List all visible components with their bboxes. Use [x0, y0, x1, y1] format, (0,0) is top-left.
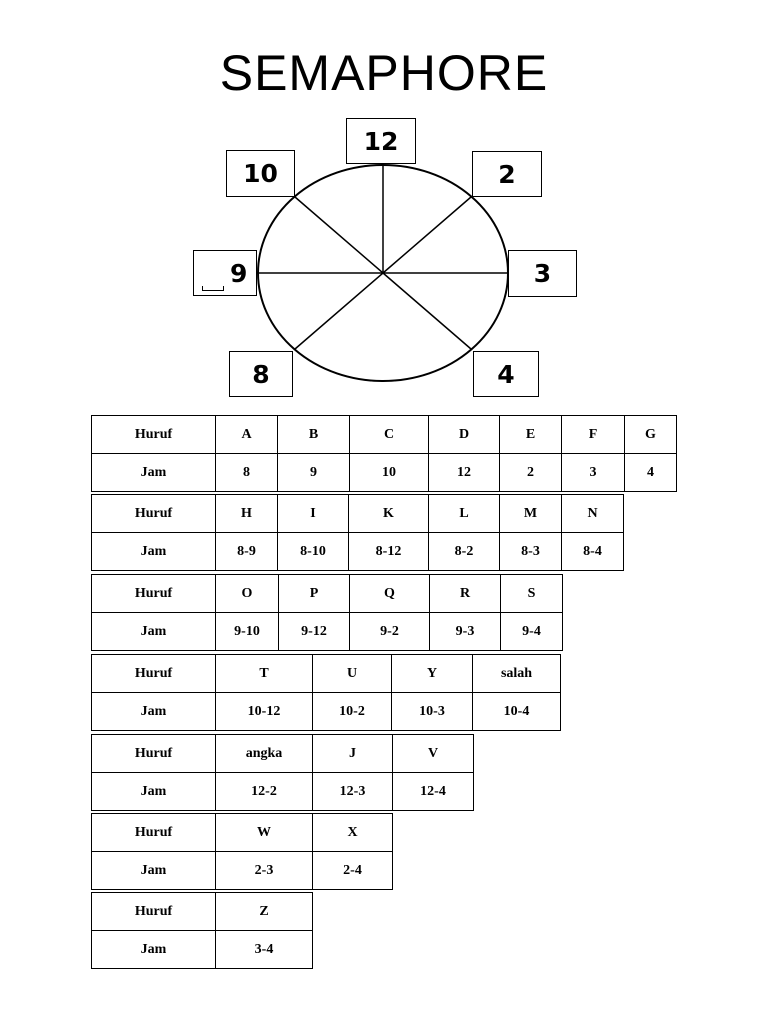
- clock-label-10: 10: [226, 150, 295, 197]
- time-cell: 8-12: [349, 533, 429, 571]
- letter-cell: G: [625, 416, 677, 454]
- jam-header: Jam: [92, 693, 216, 731]
- clock-circle-svg: [0, 0, 768, 410]
- jam-row: [92, 693, 561, 731]
- time-cell: 8-4: [562, 533, 624, 571]
- time-cell: 9-12: [279, 613, 350, 651]
- jam-row: [92, 454, 677, 492]
- letter-cell: S: [501, 575, 563, 613]
- huruf-row: [92, 735, 474, 773]
- letter-cell: W: [216, 814, 313, 852]
- time-cell: 10-2: [313, 693, 392, 731]
- clock-label-2: 2: [472, 151, 542, 197]
- page-title: SEMAPHORE: [219, 45, 549, 101]
- letter-cell: J: [313, 735, 393, 773]
- letter-cell: R: [430, 575, 501, 613]
- jam-header: Jam: [92, 613, 216, 651]
- jam-row: [92, 533, 624, 571]
- small-blank-bracket: [202, 286, 224, 291]
- clock-label-12: 12: [346, 118, 416, 164]
- letter-cell: Q: [350, 575, 430, 613]
- letter-cell: V: [393, 735, 474, 773]
- letter-cell: F: [562, 416, 625, 454]
- hand-8: [295, 273, 383, 349]
- time-cell: 9-4: [501, 613, 563, 651]
- letter-cell: L: [429, 495, 500, 533]
- jam-row: [92, 852, 393, 890]
- time-cell: 2: [500, 454, 562, 492]
- clock-label-8: 8: [229, 351, 293, 397]
- time-cell: 9-10: [216, 613, 279, 651]
- time-cell: 2-3: [216, 852, 313, 890]
- time-cell: 9-2: [350, 613, 430, 651]
- time-cell: 8: [216, 454, 278, 492]
- time-cell: 10-12: [216, 693, 313, 731]
- time-cell: 10-4: [473, 693, 561, 731]
- code-table: [91, 734, 474, 811]
- letter-cell: U: [313, 655, 392, 693]
- letter-cell: salah: [473, 655, 561, 693]
- letter-cell: I: [278, 495, 349, 533]
- code-table: [91, 892, 313, 969]
- huruf-row: [92, 814, 393, 852]
- time-cell: 9-3: [430, 613, 501, 651]
- letter-cell: N: [562, 495, 624, 533]
- time-cell: 8-3: [500, 533, 562, 571]
- letter-cell: O: [216, 575, 279, 613]
- time-cell: 12-2: [216, 773, 313, 811]
- semaphore-clock-diagram: [0, 0, 768, 410]
- time-cell: 12-4: [393, 773, 474, 811]
- jam-header: Jam: [92, 533, 216, 571]
- time-cell: 4: [625, 454, 677, 492]
- huruf-header: Huruf: [92, 814, 216, 852]
- clock-label-4: 4: [473, 351, 539, 397]
- huruf-row: [92, 416, 677, 454]
- letter-cell: E: [500, 416, 562, 454]
- time-cell: 8-2: [429, 533, 500, 571]
- time-cell: 10: [350, 454, 429, 492]
- letter-cell: X: [313, 814, 393, 852]
- huruf-header: Huruf: [92, 655, 216, 693]
- time-cell: 2-4: [313, 852, 393, 890]
- time-cell: 12-3: [313, 773, 393, 811]
- jam-row: [92, 931, 313, 969]
- code-table: [91, 654, 561, 731]
- letter-cell: P: [279, 575, 350, 613]
- huruf-row: [92, 893, 313, 931]
- letter-cell: M: [500, 495, 562, 533]
- letter-cell: A: [216, 416, 278, 454]
- huruf-row: [92, 575, 563, 613]
- letter-cell: D: [429, 416, 500, 454]
- code-table: [91, 574, 563, 651]
- huruf-header: Huruf: [92, 575, 216, 613]
- time-cell: 8-10: [278, 533, 349, 571]
- letter-cell: C: [350, 416, 429, 454]
- letter-cell: K: [349, 495, 429, 533]
- time-cell: 10-3: [392, 693, 473, 731]
- huruf-row: [92, 495, 624, 533]
- letter-cell: H: [216, 495, 278, 533]
- jam-row: [92, 773, 474, 811]
- letter-cell: Z: [216, 893, 313, 931]
- code-table: [91, 494, 624, 571]
- huruf-header: Huruf: [92, 416, 216, 454]
- time-cell: 12: [429, 454, 500, 492]
- clock-label-9: [193, 250, 257, 296]
- letter-cell: T: [216, 655, 313, 693]
- hand-2: [383, 197, 471, 273]
- code-table: [91, 415, 677, 492]
- hand-4: [383, 273, 471, 349]
- jam-header: Jam: [92, 931, 216, 969]
- jam-header: Jam: [92, 454, 216, 492]
- letter-cell: angka: [216, 735, 313, 773]
- clock-label-9-text: 9: [230, 258, 248, 288]
- huruf-header: Huruf: [92, 735, 216, 773]
- letter-cell: Y: [392, 655, 473, 693]
- letter-cell: B: [278, 416, 350, 454]
- jam-row: [92, 613, 563, 651]
- hand-10: [295, 197, 383, 273]
- time-cell: 8-9: [216, 533, 278, 571]
- huruf-header: Huruf: [92, 495, 216, 533]
- time-cell: 3: [562, 454, 625, 492]
- code-table: [91, 813, 393, 890]
- clock-label-3: 3: [508, 250, 577, 297]
- jam-header: Jam: [92, 852, 216, 890]
- time-cell: 9: [278, 454, 350, 492]
- time-cell: 3-4: [216, 931, 313, 969]
- huruf-row: [92, 655, 561, 693]
- huruf-header: Huruf: [92, 893, 216, 931]
- jam-header: Jam: [92, 773, 216, 811]
